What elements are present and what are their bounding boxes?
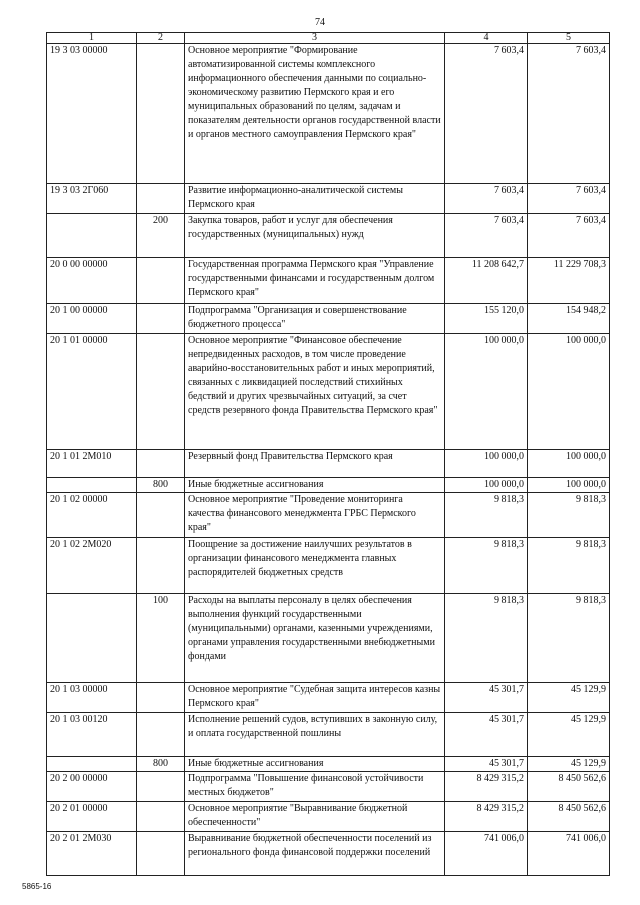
amount-cell-col4: 155 120,0: [445, 304, 528, 334]
item-name-cell: Резервный фонд Правительства Пермского края: [185, 450, 445, 478]
target-code-cell: 19 3 03 2Г060: [47, 184, 137, 214]
item-name-cell: Поощрение за достижение наилучших результатов в организации финансового менеджмента главных распорядителей бюджетных средств: [185, 538, 445, 594]
expense-type-cell: [137, 44, 185, 184]
target-code-cell: 19 3 03 00000: [47, 44, 137, 184]
amount-cell-col5: 9 818,3: [528, 594, 610, 683]
table-row: [47, 304, 610, 334]
table-row: [47, 802, 610, 832]
amount-cell-col5: 8 450 562,6: [528, 772, 610, 802]
amount-cell-col4: 100 000,0: [445, 450, 528, 478]
amount-cell-col4: 9 818,3: [445, 538, 528, 594]
document-code: 5865-16: [22, 882, 52, 891]
amount-cell-col5: 100 000,0: [528, 478, 610, 493]
amount-cell-col5: 741 006,0: [528, 832, 610, 876]
column-header: 5: [528, 33, 610, 44]
target-code-cell: 20 1 01 00000: [47, 334, 137, 450]
target-code-cell: 20 1 03 00120: [47, 713, 137, 757]
table-row: [47, 450, 610, 478]
table-row: [47, 832, 610, 876]
amount-cell-col5: 9 818,3: [528, 538, 610, 594]
amount-cell-col4: 741 006,0: [445, 832, 528, 876]
table-row: [47, 214, 610, 258]
amount-cell-col5: 9 818,3: [528, 493, 610, 538]
amount-cell-col4: 7 603,4: [445, 184, 528, 214]
expense-type-cell: [137, 772, 185, 802]
item-name-cell: Государственная программа Пермского края "Управление государственными финансами и государственным долгом Пермского края": [185, 258, 445, 304]
item-name-cell: Основное мероприятие "Судебная защита интересов казны Пермского края": [185, 683, 445, 713]
page-number: 74: [315, 17, 325, 28]
item-name-cell: Основное мероприятие "Проведение мониторинга качества финансового менеджмента ГРБС Пермского края": [185, 493, 445, 538]
table-row: [47, 258, 610, 304]
expense-type-cell: [137, 184, 185, 214]
expense-type-cell: [137, 334, 185, 450]
item-name-cell: Выравнивание бюджетной обеспеченности поселений из регионального фонда финансовой поддержки поселений: [185, 832, 445, 876]
item-name-cell: Исполнение решений судов, вступивших в законную силу, и оплата государственной пошлины: [185, 713, 445, 757]
target-code-cell: 20 1 00 00000: [47, 304, 137, 334]
expense-type-cell: 800: [137, 757, 185, 772]
expense-type-cell: 200: [137, 214, 185, 258]
item-name-cell: Основное мероприятие "Финансовое обеспечение непредвиденных расходов, в том числе проведение аварийно-восстановительных работ и иных мероприятий, связанных с ликвидацией последствий стихийных бедствий и других чрезвычайных ситуаций, за счет средств резервного фонда Правительства Пермского края": [185, 334, 445, 450]
expense-type-cell: 800: [137, 478, 185, 493]
item-name-cell: Подпрограмма "Организация и совершенствование бюджетного процесса": [185, 304, 445, 334]
amount-cell-col5: 154 948,2: [528, 304, 610, 334]
column-number-row: [47, 33, 610, 44]
amount-cell-col5: 7 603,4: [528, 184, 610, 214]
amount-cell-col4: 9 818,3: [445, 493, 528, 538]
expense-type-cell: [137, 683, 185, 713]
column-header: 1: [47, 33, 137, 44]
amount-cell-col5: 7 603,4: [528, 214, 610, 258]
budget-table: [46, 32, 610, 876]
target-code-cell: 20 1 02 2М020: [47, 538, 137, 594]
expense-type-cell: [137, 538, 185, 594]
item-name-cell: Расходы на выплаты персоналу в целях обеспечения выполнения функций государственными (муниципальными) органами, казенными учреждениями, органами управления государственными внебюджетными фондами: [185, 594, 445, 683]
item-name-cell: Развитие информационно-аналитической системы Пермского края: [185, 184, 445, 214]
item-name-cell: Основное мероприятие "Формирование автоматизированной системы комплексного информационного обеспечения данными по социально-экономическому развитию Пермского края и его муниципальных образований по целям, задачам и показателям деятельности органов государственной власти и органов местного самоуправления Пермского края": [185, 44, 445, 184]
amount-cell-col5: 45 129,9: [528, 683, 610, 713]
target-code-cell: [47, 478, 137, 493]
table-row: [47, 334, 610, 450]
column-header: 3: [185, 33, 445, 44]
item-name-cell: Основное мероприятие "Выравнивание бюджетной обеспеченности": [185, 802, 445, 832]
target-code-cell: 20 1 03 00000: [47, 683, 137, 713]
amount-cell-col4: 7 603,4: [445, 214, 528, 258]
table-row: [47, 594, 610, 683]
item-name-cell: Иные бюджетные ассигнования: [185, 757, 445, 772]
amount-cell-col4: 8 429 315,2: [445, 802, 528, 832]
amount-cell-col4: 45 301,7: [445, 713, 528, 757]
target-code-cell: [47, 757, 137, 772]
expense-type-cell: [137, 450, 185, 478]
amount-cell-col4: 100 000,0: [445, 478, 528, 493]
target-code-cell: [47, 214, 137, 258]
amount-cell-col5: 100 000,0: [528, 334, 610, 450]
target-code-cell: [47, 594, 137, 683]
amount-cell-col5: 45 129,9: [528, 713, 610, 757]
table-row: [47, 493, 610, 538]
table-row: [47, 683, 610, 713]
column-header: 2: [137, 33, 185, 44]
expense-type-cell: [137, 493, 185, 538]
table-row: [47, 538, 610, 594]
target-code-cell: 20 2 00 00000: [47, 772, 137, 802]
target-code-cell: 20 2 01 00000: [47, 802, 137, 832]
table-row: [47, 184, 610, 214]
expense-type-cell: 100: [137, 594, 185, 683]
table-row: [47, 757, 610, 772]
target-code-cell: 20 1 01 2М010: [47, 450, 137, 478]
table-row: [47, 713, 610, 757]
amount-cell-col5: 11 229 708,3: [528, 258, 610, 304]
target-code-cell: 20 0 00 00000: [47, 258, 137, 304]
expense-type-cell: [137, 304, 185, 334]
amount-cell-col5: 8 450 562,6: [528, 802, 610, 832]
amount-cell-col5: 7 603,4: [528, 44, 610, 184]
item-name-cell: Подпрограмма "Повышение финансовой устойчивости местных бюджетов": [185, 772, 445, 802]
item-name-cell: Закупка товаров, работ и услуг для обеспечения государственных (муниципальных) нужд: [185, 214, 445, 258]
table-row: [47, 772, 610, 802]
amount-cell-col4: 7 603,4: [445, 44, 528, 184]
expense-type-cell: [137, 258, 185, 304]
expense-type-cell: [137, 832, 185, 876]
amount-cell-col5: 45 129,9: [528, 757, 610, 772]
expense-type-cell: [137, 802, 185, 832]
table-row: [47, 478, 610, 493]
amount-cell-col4: 100 000,0: [445, 334, 528, 450]
amount-cell-col4: 45 301,7: [445, 683, 528, 713]
column-header: 4: [445, 33, 528, 44]
expense-type-cell: [137, 713, 185, 757]
amount-cell-col4: 11 208 642,7: [445, 258, 528, 304]
table-row: [47, 44, 610, 184]
target-code-cell: 20 1 02 00000: [47, 493, 137, 538]
amount-cell-col4: 45 301,7: [445, 757, 528, 772]
item-name-cell: Иные бюджетные ассигнования: [185, 478, 445, 493]
amount-cell-col5: 100 000,0: [528, 450, 610, 478]
target-code-cell: 20 2 01 2М030: [47, 832, 137, 876]
amount-cell-col4: 9 818,3: [445, 594, 528, 683]
amount-cell-col4: 8 429 315,2: [445, 772, 528, 802]
